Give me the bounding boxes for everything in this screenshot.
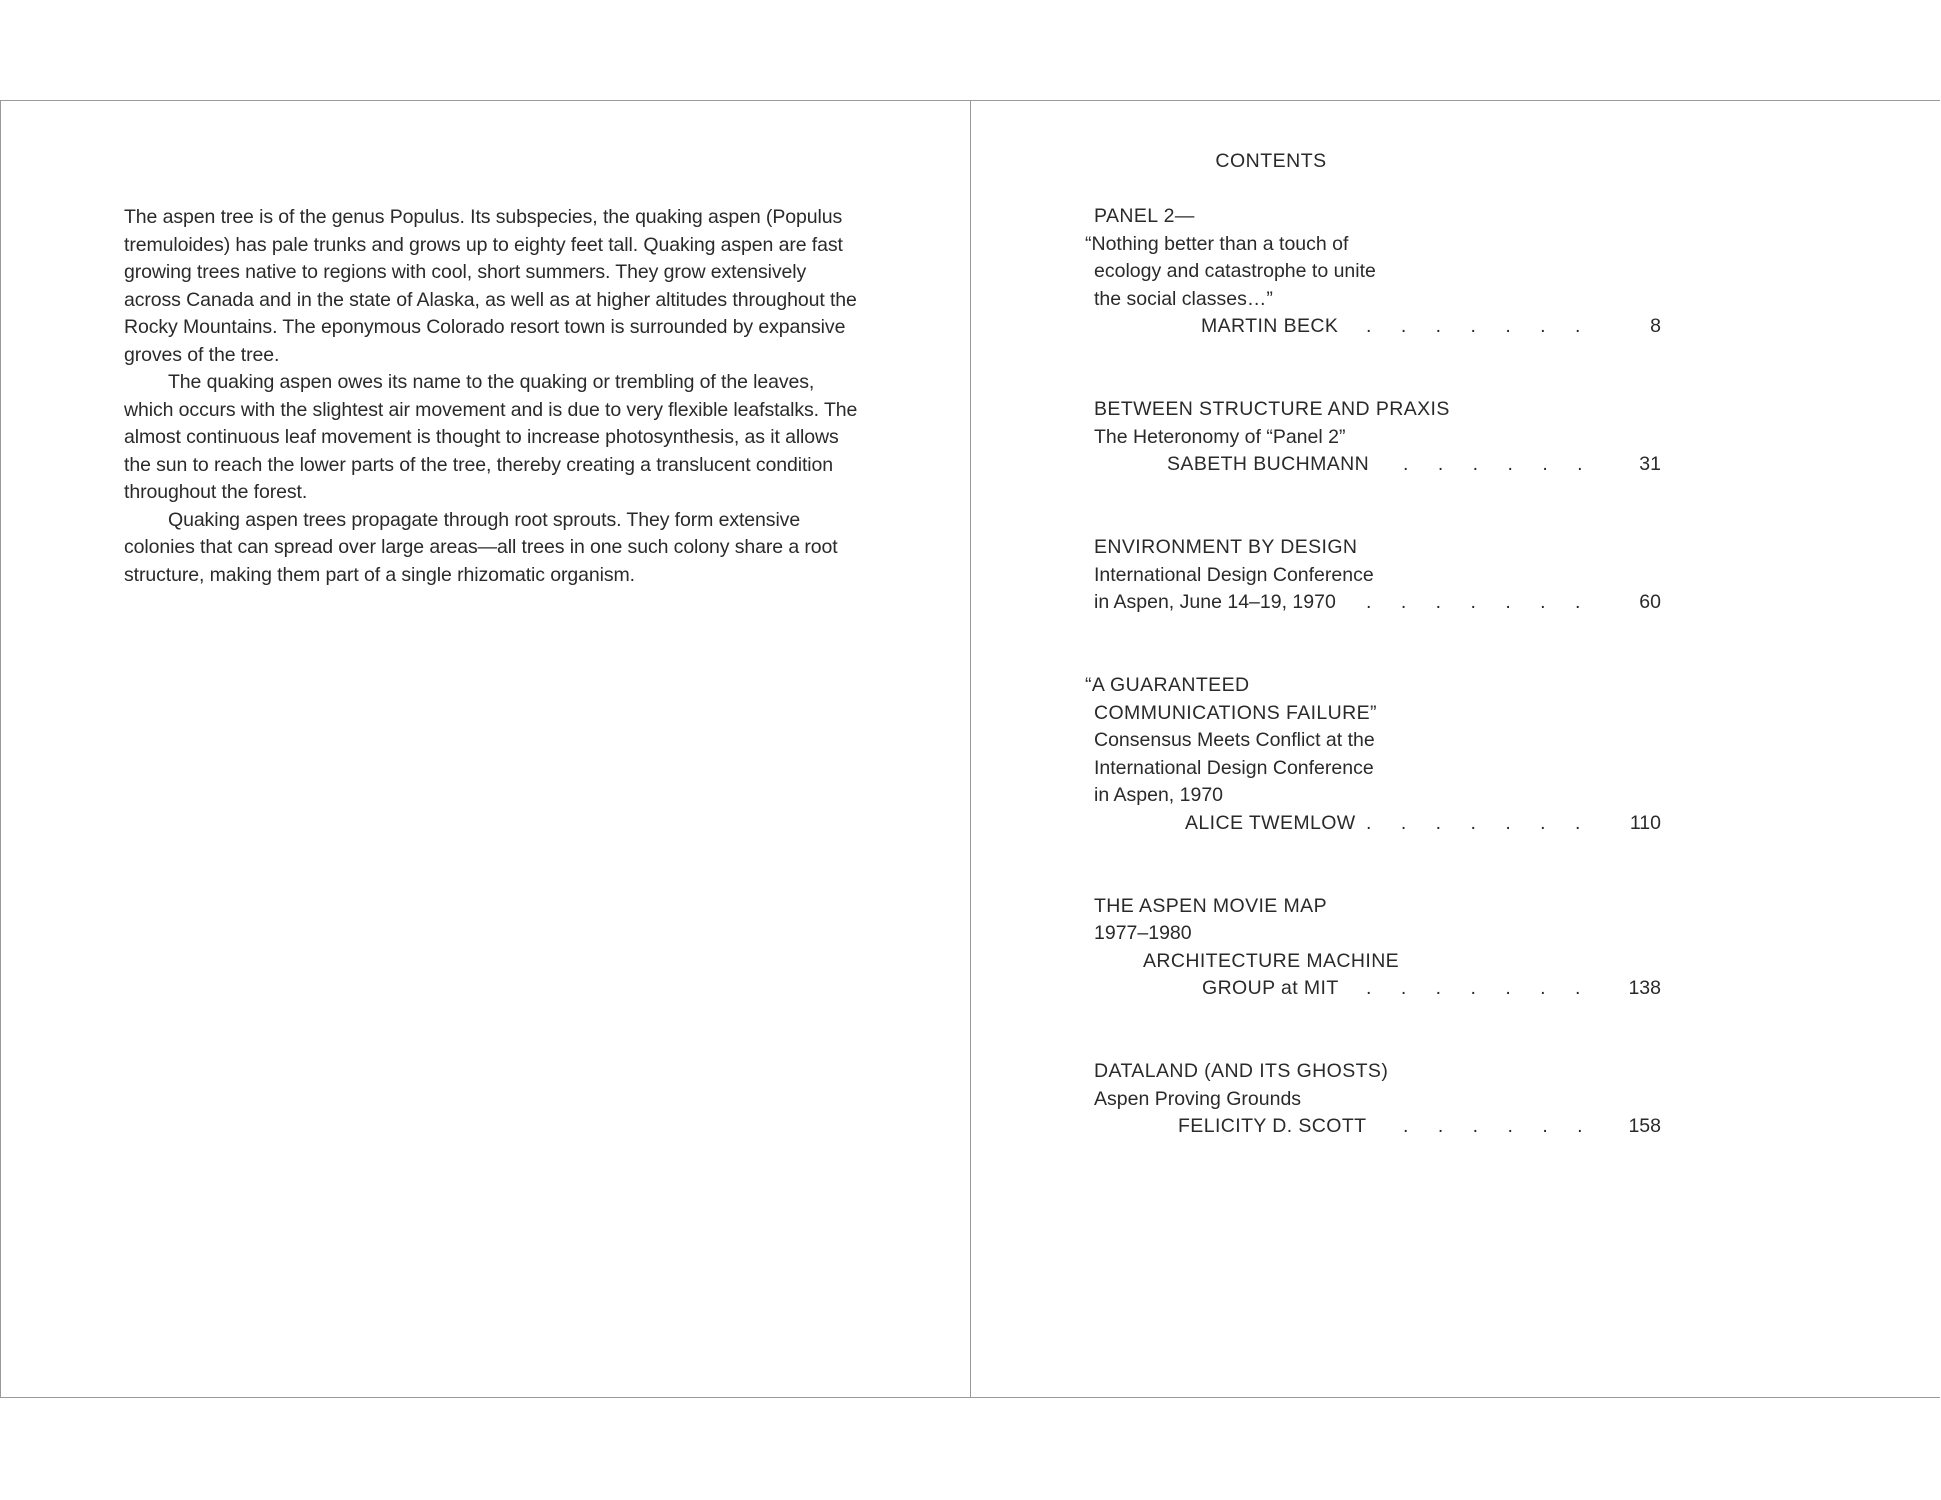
toc-entry-subtitle: in Aspen, June 14–19, 1970	[1094, 591, 1336, 613]
toc-entry-subtitle: The Heteronomy of “Panel 2”	[1094, 426, 1346, 448]
toc-dot-leader: . . . . . .	[1403, 1115, 1584, 1137]
toc-page-number: 138	[1628, 977, 1661, 999]
toc-entry-author: GROUP at MIT	[1202, 977, 1339, 999]
toc-dot-leader: . . . . . . .	[1366, 591, 1582, 613]
toc-page-number: 110	[1629, 812, 1661, 834]
toc-entry-author: FELICITY D. SCOTT	[1178, 1115, 1367, 1137]
toc-entry-title: COMMUNICATIONS FAILURE”	[1094, 702, 1377, 724]
paragraph-3: Quaking aspen trees propagate through root sprouts. They form extensive colonies that can spread over large areas—all trees in one such colony share a root structure, making them part of a single rhizomatic organism.	[124, 508, 838, 586]
contents-title: CONTENTS	[1215, 150, 1327, 172]
toc-entry-author: ALICE TWEMLOW	[1185, 812, 1356, 834]
toc-entry-title: “A GUARANTEED	[1085, 674, 1250, 696]
toc-entry-title: BETWEEN STRUCTURE AND PRAXIS	[1094, 398, 1450, 420]
toc-dot-leader: . . . . . . .	[1366, 315, 1582, 337]
toc-entry-subtitle: Consensus Meets Conflict at the	[1094, 729, 1375, 751]
toc-entry-author: SABETH BUCHMANN	[1167, 453, 1370, 475]
toc-dot-leader: . . . . . . .	[1366, 812, 1582, 834]
toc-entry-author: ARCHITECTURE MACHINE	[1143, 950, 1400, 972]
toc-entry-title: PANEL 2—	[1094, 205, 1195, 227]
toc-dot-leader: . . . . . . .	[1366, 977, 1582, 999]
toc-entry-subtitle: International Design Conference	[1094, 564, 1374, 586]
toc-entry-subtitle: in Aspen, 1970	[1094, 784, 1224, 806]
toc-entry-subtitle: 1977–1980	[1094, 922, 1192, 944]
toc-entry-subtitle: International Design Conference	[1094, 757, 1374, 779]
toc-entry-subtitle: ecology and catastrophe to unite	[1094, 260, 1376, 282]
toc-entry-title: ENVIRONMENT BY DESIGN	[1094, 536, 1358, 558]
toc-entry-title: THE ASPEN MOVIE MAP	[1094, 895, 1327, 917]
book-spread	[0, 100, 1940, 1398]
toc-entry-title: DATALAND (AND ITS GHOSTS)	[1094, 1060, 1389, 1082]
toc-page-number: 8	[1650, 315, 1661, 337]
paragraph-2: The quaking aspen owes its name to the quaking or trembling of the leaves, which occurs with the slightest air movement and is due to very flexible leafstalks. The almost continuous leaf movement is thought to increase photosynthesis, as it allows the sun to reach the lower parts of the tree, thereby creating a translucent condition throughout the forest.	[124, 371, 858, 503]
toc-page-number: 60	[1639, 591, 1661, 613]
paragraph-1: The aspen tree is of the genus Populus. Its subspecies, the quaking aspen (Populus tremuloides) has pale trunks and grows up to eighty feet tall. Quaking aspen are fast growing trees native to regions with cool, short summers. They grow extensively across Canada and in the state of Alaska, as well as at higher altitudes throughout the Rocky Mountains. The eponymous Colorado resort town is surrounded by expansive groves of the tree.	[124, 206, 857, 366]
toc-dot-leader: . . . . . .	[1403, 453, 1584, 475]
page-gutter-divider	[970, 101, 971, 1397]
left-page-text	[124, 204, 864, 589]
toc-page-number: 31	[1639, 453, 1661, 475]
toc-entry-subtitle: the social classes…”	[1094, 288, 1273, 310]
toc-entry-subtitle: “Nothing better than a touch of	[1085, 233, 1349, 255]
toc-entry-subtitle: Aspen Proving Grounds	[1094, 1088, 1302, 1110]
toc-page-number: 158	[1628, 1115, 1661, 1137]
toc-entry-author: MARTIN BECK	[1201, 315, 1339, 337]
